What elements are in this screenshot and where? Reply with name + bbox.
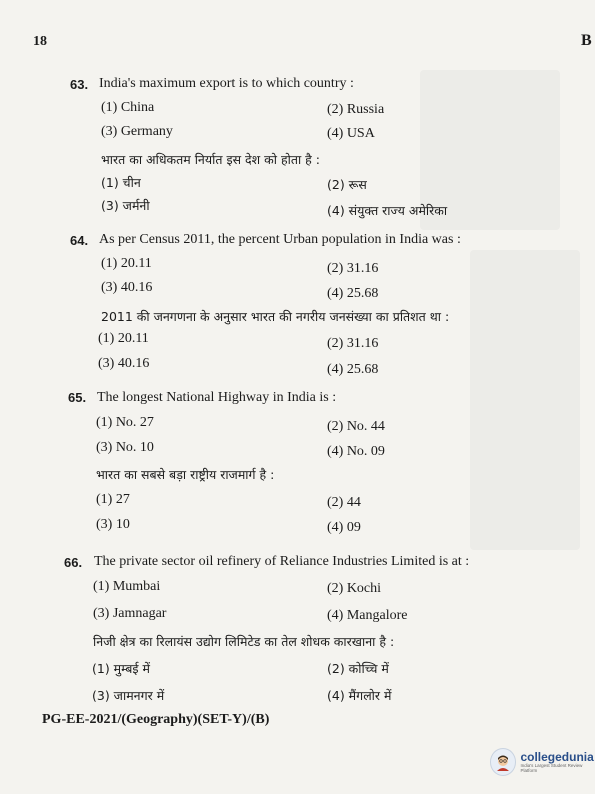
option-hi: (3) 40.16 [98,356,150,371]
question-text-hi: निजी क्षेत्र का रिलायंस उद्योग लिमिटेड का तेल शोधक कारखाना है : [93,634,395,649]
question-text-en: The private sector oil refinery of Reliance Industries Limited is at : [94,554,470,569]
question-text-hi: भारत का अधिकतम निर्यात इस देश को होता है : [101,152,320,167]
option-en: (4) 25.68 [327,286,379,301]
option-en: (2) Kochi [327,581,382,596]
option-en: (4) No. 09 [327,444,385,459]
option-en: (1) China [101,100,155,115]
question-number: 66. [64,555,83,570]
option-en: (3) Germany [101,124,173,139]
option-hi: (2) रूस [327,177,367,192]
option-en: (2) 31.16 [327,261,379,276]
question-number: 64. [70,233,89,248]
option-en: (3) No. 10 [96,440,154,455]
page-number: 18 [33,34,47,49]
question-number: 65. [68,390,87,405]
option-en: (3) Jamnagar [93,606,167,621]
student-avatar-icon [490,748,516,776]
question-text-en: The longest National Highway in India is : [97,390,337,405]
option-en: (1) No. 27 [96,415,154,430]
option-hi: (2) 31.16 [327,336,379,351]
option-en: (1) Mumbai [93,579,161,594]
option-en: (4) Mangalore [327,608,408,623]
option-hi: (4) संयुक्त राज्य अमेरिका [327,203,448,218]
set-letter: B [581,32,592,49]
option-hi: (1) 27 [96,492,130,507]
option-hi: (1) 20.11 [98,331,149,346]
question-text-en: As per Census 2011, the percent Urban population in India was : [99,232,461,247]
question-text-hi: भारत का सबसे बड़ा राष्ट्रीय राजमार्ग है : [96,467,275,482]
paper-code: PG-EE-2021/(Geography)(SET-Y)/(B) [42,712,270,727]
option-hi: (1) मुम्बई में [92,661,150,676]
option-hi: (2) कोच्चि में [327,661,389,676]
logo-wordmark: collegedunia [520,750,594,764]
option-en: (2) No. 44 [327,419,385,434]
option-hi: (3) जर्मनी [101,198,150,213]
question-text-hi: 2011 की जनगणना के अनुसार भारत की नगरीय जनसंख्या का प्रतिशत था : [101,309,450,324]
collegedunia-watermark [490,748,595,776]
bleed-through-smudge [470,250,580,550]
option-hi: (3) जामनगर में [92,688,165,703]
option-en: (2) Russia [327,102,385,117]
question-text-en: India's maximum export is to which country : [99,76,354,91]
logo-tagline: India's Largest Student Review Platform [520,763,583,773]
option-hi: (2) 44 [327,495,361,510]
option-hi: (3) 10 [96,517,130,532]
option-en: (3) 40.16 [101,280,153,295]
option-hi: (4) 09 [327,520,361,535]
option-en: (4) USA [327,126,375,141]
option-en: (1) 20.11 [101,256,152,271]
question-number: 63. [70,77,89,92]
option-hi: (4) 25.68 [327,362,379,377]
option-hi: (4) मैंगलोर में [327,688,392,703]
option-hi: (1) चीन [101,175,141,190]
